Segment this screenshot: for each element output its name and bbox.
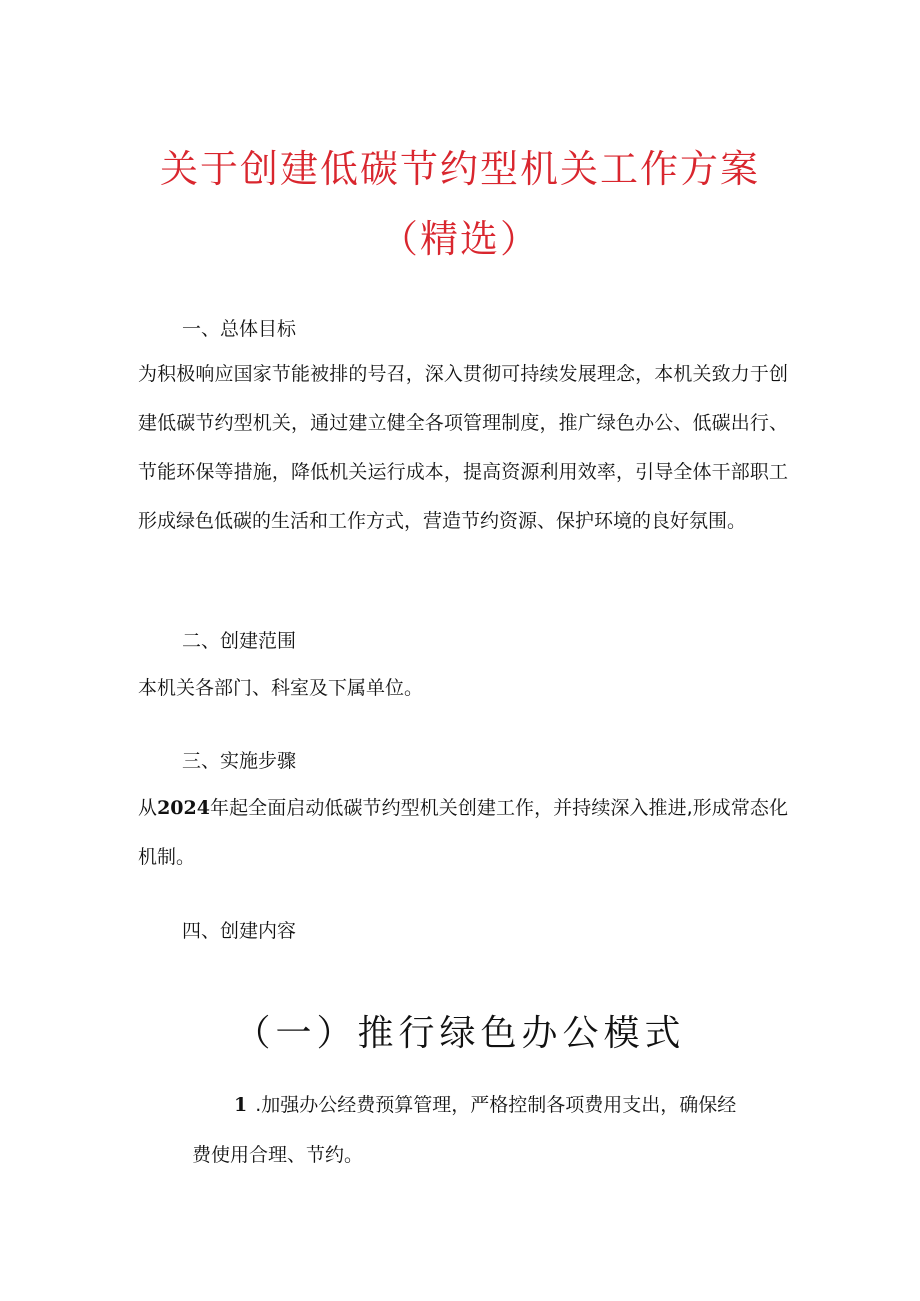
section-heading-goals: 一、总体目标 [182,318,297,340]
subsection-title-green-office: （一）推行绿色办公模式 [234,1013,686,1054]
document-title: 关于创建低碳节约型机关工作方案 [159,147,760,191]
section-body-goals: 为积极响应国家节能被排的号召，深入贯彻可持续发展理念，本机关致力于创建低碳节约型机关，通过建立健全各项管理制度，推广绿色办公、低碳出行、节能环保等措施，降低机关运行成本，提高资源利用效率，引导全体干部职工形成绿色低碳的生活和工作方式，营造节约资源、保护环境的良好氛围。 [138,363,788,532]
section-body-scope: 本机关各部门、科室及下属单位。 [138,677,424,699]
section-heading-scope: 二、创建范围 [182,630,297,652]
list-item [192,1080,752,1180]
section-heading-content: 四、创建内容 [182,920,297,942]
steps-suffix: 年起全面启动低碳节约型机关创建工作，并持续深入推进,形成常态化机制。 [138,797,788,868]
section-body-steps [138,784,788,882]
list-item-text: .加强办公经费预算管理，严格控制各项费用支出，确保经费使用合理、节约。 [192,1094,737,1166]
steps-prefix: 从 [138,797,158,819]
steps-year: 2024 [157,797,210,819]
section-heading-steps: 三、实施步骤 [182,750,297,772]
list-item-number: 1 [234,1094,248,1116]
document-subtitle: （精选） [379,217,540,261]
